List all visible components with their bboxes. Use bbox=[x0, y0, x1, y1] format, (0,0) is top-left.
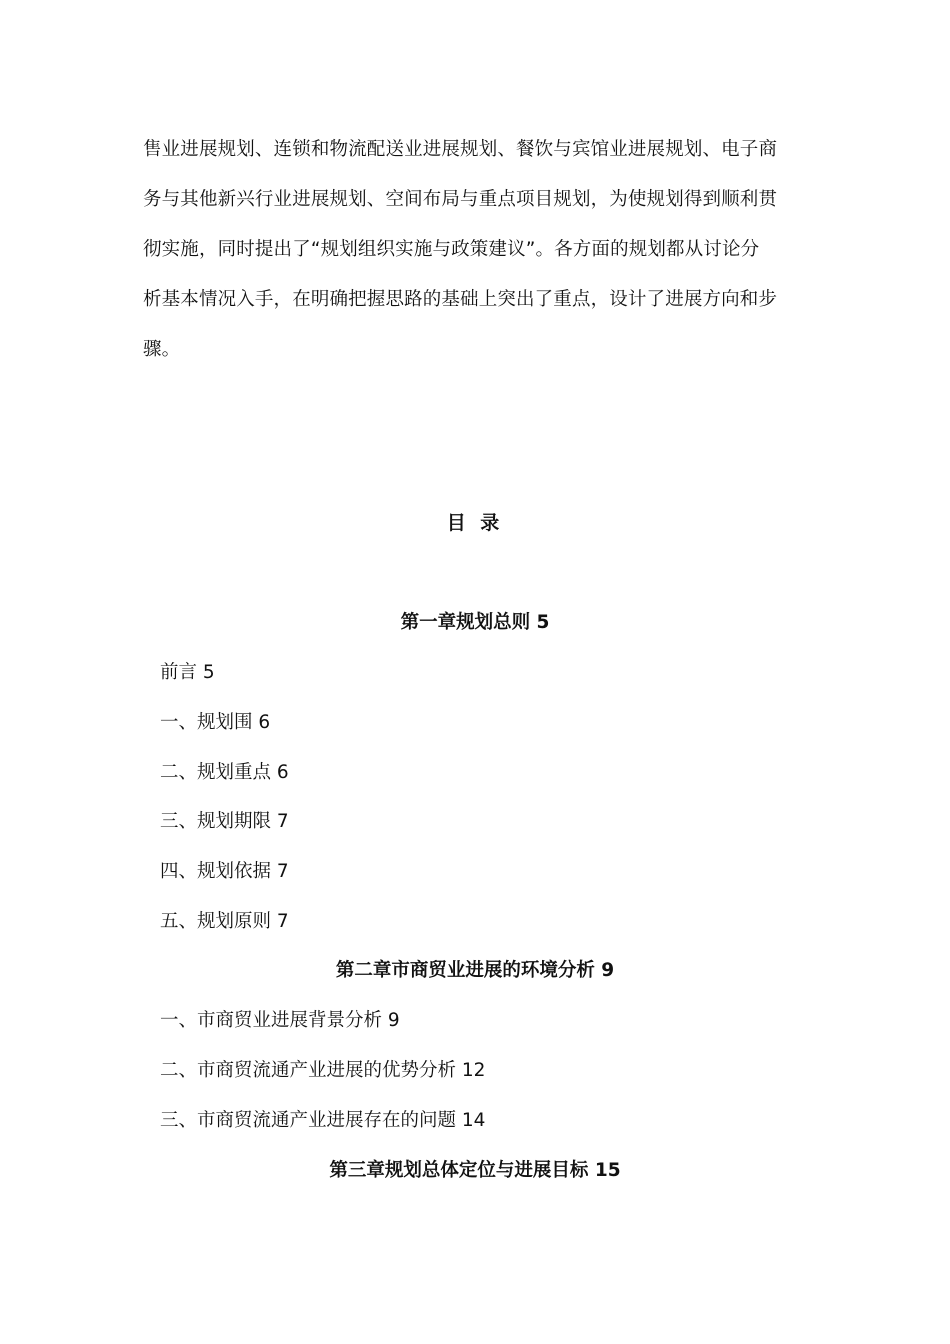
toc-chapter-entry[interactable]: 第一章规划总则 5 bbox=[400, 612, 550, 633]
toc-chapter-entry[interactable]: 第三章规划总体定位与进展目标 15 bbox=[329, 1160, 621, 1181]
intro-line: 售业进展规划、连锁和物流配送业进展规划、餐饮与宾馆业进展规划、电子商 bbox=[143, 139, 778, 160]
toc-section-entry[interactable]: 五、规划原则 7 bbox=[160, 911, 289, 932]
toc-section-entry[interactable]: 三、市商贸流通产业进展存在的问题 14 bbox=[160, 1110, 486, 1131]
toc-chapter-entry[interactable]: 第二章市商贸业进展的环境分析 9 bbox=[335, 960, 615, 981]
intro-line: 务与其他新兴行业进展规划、空间布局与重点项目规划，为使规划得到顺利贯 bbox=[143, 189, 778, 210]
toc-section-entry[interactable]: 二、市商贸流通产业进展的优势分析 12 bbox=[160, 1060, 486, 1081]
toc-section-entry[interactable]: 一、市商贸业进展背景分析 9 bbox=[160, 1010, 400, 1031]
toc-section-entry[interactable]: 前言 5 bbox=[160, 662, 215, 683]
toc-section-entry[interactable]: 二、规划重点 6 bbox=[160, 762, 289, 783]
intro-line: 彻实施，同时提出了“规划组织实施与政策建议”。各方面的规划都从讨论分 bbox=[143, 239, 760, 260]
intro-line: 骤。 bbox=[143, 339, 181, 360]
toc-section-entry[interactable]: 四、规划依据 7 bbox=[160, 861, 289, 882]
toc-section-entry[interactable]: 三、规划期限 7 bbox=[160, 811, 289, 832]
toc-title: 目 录 bbox=[446, 512, 504, 534]
intro-line: 析基本情况入手，在明确把握思路的基础上突出了重点，设计了进展方向和步 bbox=[143, 289, 778, 310]
toc-section-entry[interactable]: 一、规划围 6 bbox=[160, 712, 271, 733]
